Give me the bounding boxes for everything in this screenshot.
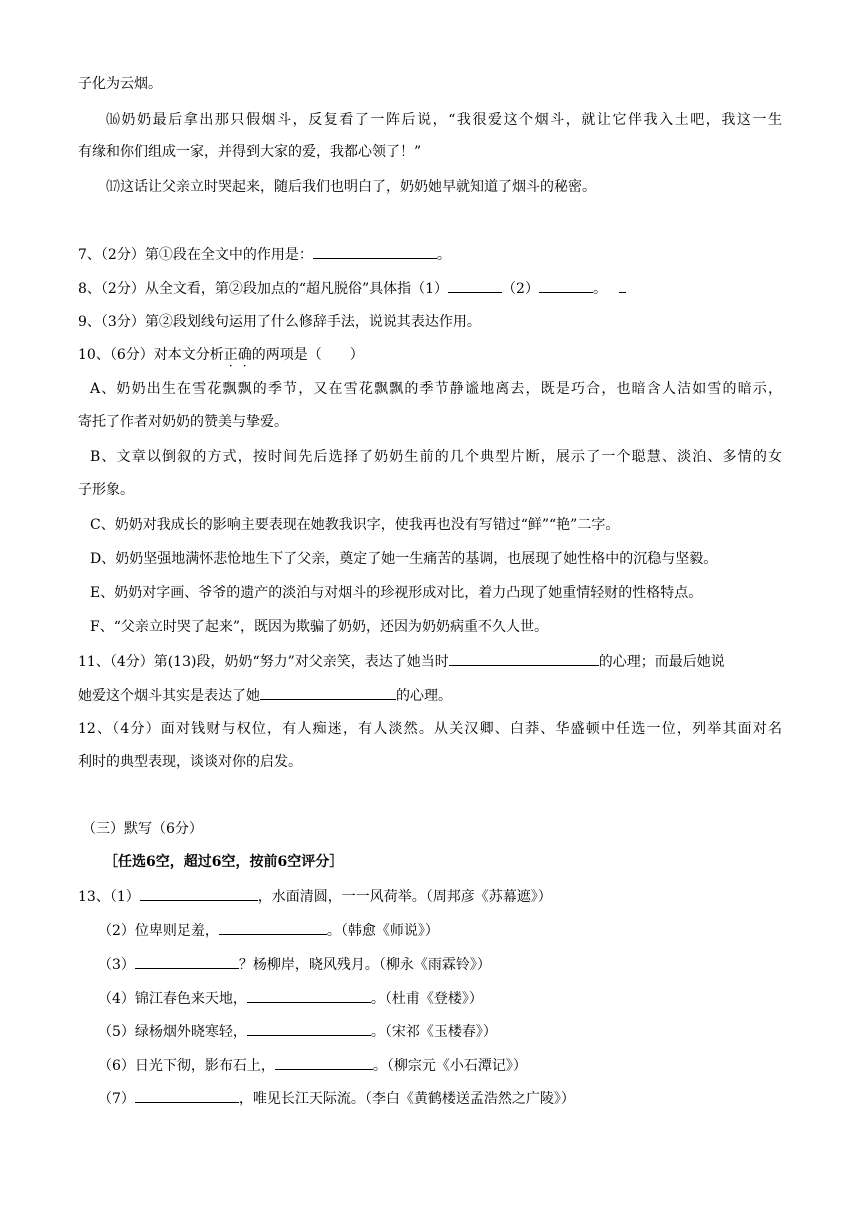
question-11-tail: 的心理。	[396, 688, 452, 704]
answer-blank[interactable]	[247, 1021, 371, 1036]
fill-item-suffix: ，唯见长江天际流。（李白《黄鹤楼送孟浩然之广陵》）	[238, 1091, 575, 1107]
answer-blank[interactable]	[135, 954, 239, 969]
answer-blank[interactable]	[140, 886, 258, 901]
question-9: 9、（3分）第②段划线句运用了什么修辞手法，说说其表达作用。	[78, 314, 481, 330]
fill-item-7	[98, 1088, 575, 1109]
section-heading: （三）默写（6分）	[82, 821, 203, 837]
option-c: C、奶奶对我成长的影响主要表现在她教我识字，使我再也没有写错过“鲜”“艳”二字。	[90, 517, 620, 533]
answer-blank[interactable]	[619, 278, 626, 293]
fill-item-1	[78, 886, 552, 907]
fill-item-suffix: ？杨柳岸，晓风残月。（柳永《雨霖铃》）	[238, 957, 491, 973]
passage-line: 子化为云烟。	[78, 76, 162, 92]
fill-item-2	[98, 920, 439, 941]
question-11-cont	[78, 685, 452, 706]
answer-blank[interactable]	[313, 244, 437, 259]
section-instruction: ［任选6空，超过6空，按前6空评分］	[104, 854, 344, 870]
option-a-cont: 寄托了作者对奶奶的赞美与挚爱。	[78, 414, 288, 430]
punctuation: 。	[592, 281, 607, 297]
question-8-text: 8、（2分）从全文看，第②段加点的“超凡脱俗”具体指（1）	[78, 281, 449, 297]
question-12: 12、（4分）面对钱财与权位，有人痴迷，有人淡然。从关汉卿、白莽、华盛顿中任选一位，列举其面对名	[78, 721, 782, 737]
fill-item-5	[98, 1021, 497, 1042]
fill-item-prefix: （6）日光下彻，影布石上，	[98, 1058, 275, 1074]
option-d: D、奶奶坚强地满怀悲怆地生下了父亲，奠定了她一生痛苦的基调，也展现了她性格中的沉稳与坚毅。	[90, 551, 718, 567]
fill-item-suffix: 。（宋祁《玉楼春》）	[370, 1024, 497, 1040]
fill-item-4	[98, 988, 483, 1009]
answer-blank[interactable]	[448, 278, 502, 293]
emphasis-char: 正	[223, 347, 238, 363]
passage-paragraph-16-cont: 有缘和你们组成一家，并得到大家的爱，我都心领了！”	[78, 144, 422, 160]
emphasis-char: 确	[237, 347, 252, 363]
fill-item-3	[98, 954, 491, 975]
fill-item-prefix: 13、（1）	[78, 889, 140, 905]
question-7	[78, 244, 451, 265]
question-10-text: 10、（6分）对本文分析	[78, 347, 224, 363]
fill-item-prefix: （4）锦江春色来天地，	[98, 991, 247, 1007]
question-11-mid: 的心理；而最后她说	[598, 654, 725, 670]
question-10	[78, 345, 364, 365]
fill-item-6	[98, 1055, 527, 1076]
answer-blank[interactable]	[260, 685, 396, 700]
option-f: F、“父亲立时哭了起来”，既因为欺骗了奶奶，还因为奶奶病重不久人世。	[90, 619, 549, 635]
question-8	[78, 278, 626, 299]
answer-blank[interactable]	[449, 651, 599, 666]
answer-blank[interactable]	[275, 1055, 373, 1070]
option-b-cont: 子形象。	[78, 482, 134, 498]
option-a: A、奶奶出生在雪花飘飘的季节，又在雪花飘飘的季节静谧地离去，既是巧合，也暗含人洁如雪的暗示，	[90, 381, 782, 397]
question-8-mid: （2）	[502, 281, 539, 297]
question-11-text: 她爱这个烟斗其实是表达了她	[78, 688, 260, 704]
question-7-text: 7、（2分）第①段在全文中的作用是：	[78, 247, 313, 263]
passage-paragraph-16: ⒃奶奶最后拿出那只假烟斗，反复看了一阵后说，“我很爱这个烟斗，就让它伴我入土吧，我这一生	[106, 112, 782, 128]
punctuation: 。	[436, 247, 451, 263]
passage-paragraph-17: ⒄这话让父亲立时哭起来，随后我们也明白了，奶奶她早就知道了烟斗的秘密。	[106, 179, 596, 195]
fill-item-prefix: （2）位卑则足羞，	[98, 923, 219, 939]
option-b: B、文章以倒叙的方式，按时间先后选择了奶奶生前的几个典型片断，展示了一个聪慧、淡泊、多情的女	[90, 449, 782, 465]
answer-blank[interactable]	[247, 988, 371, 1003]
fill-item-suffix: 。（杜甫《登楼》）	[370, 991, 483, 1007]
question-11-text: 11、（4分）第(13)段，奶奶“努力”对父亲笑，表达了她当时	[78, 654, 449, 670]
question-10-tail: 的两项是（ ）	[251, 347, 364, 363]
fill-item-prefix: （7）	[98, 1091, 135, 1107]
answer-blank[interactable]	[135, 1088, 239, 1103]
answer-blank[interactable]	[219, 920, 327, 935]
answer-blank[interactable]	[539, 278, 593, 293]
fill-item-suffix: ，水面清圆，一一风荷举。（周邦彦《苏幕遮》）	[257, 889, 552, 905]
fill-item-suffix: 。（柳宗元《小石潭记》）	[372, 1058, 527, 1074]
fill-item-prefix: （3）	[98, 957, 135, 973]
question-11	[78, 651, 725, 672]
fill-item-suffix: 。（韩愈《师说》）	[326, 923, 439, 939]
fill-item-prefix: （5）绿杨烟外晓寒轻，	[98, 1024, 247, 1040]
question-12-cont: 利时的典型表现，谈谈对你的启发。	[78, 754, 302, 770]
option-e: E、奶奶对字画、爷爷的遗产的淡泊与对烟斗的珍视形成对比，着力凸现了她重情轻财的性格特点。	[90, 585, 703, 601]
